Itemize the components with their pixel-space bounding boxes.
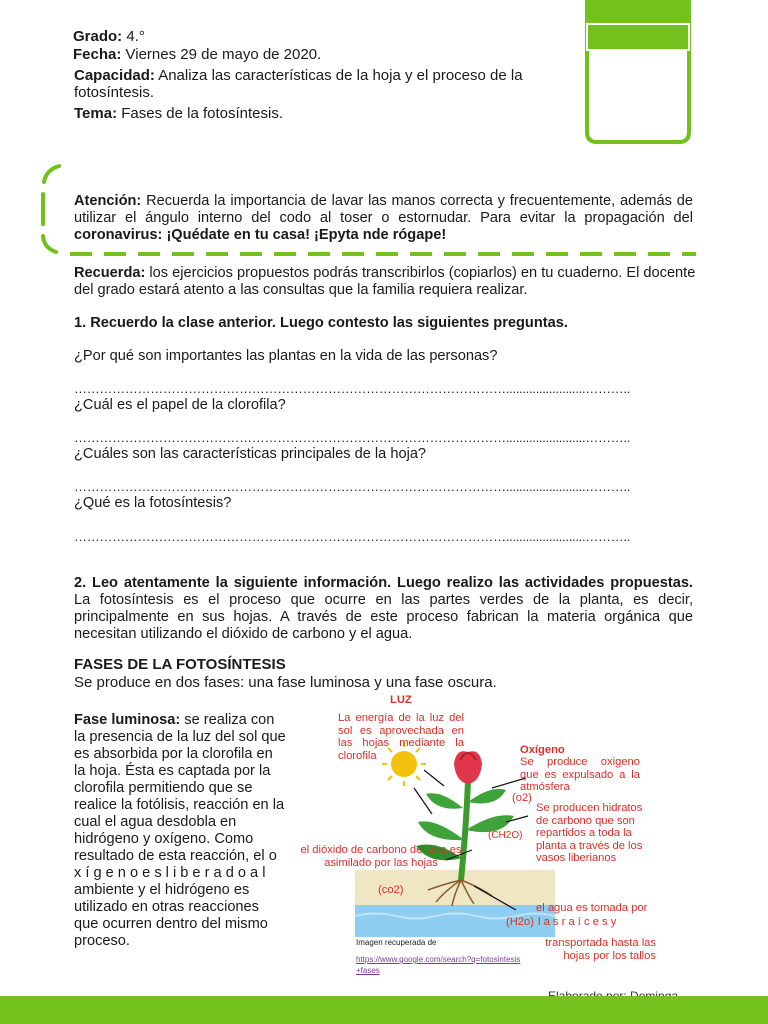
header-grado: Grado: 4.° — [73, 28, 145, 45]
co2-air-description: el dióxido de carbono del aire es asimilado por las hojas — [300, 844, 462, 869]
answer-line-4[interactable]: …………………………………………………………………………………………........................……….. — [74, 529, 631, 544]
co2-label: (co2) — [378, 884, 404, 896]
answer-line-3[interactable]: …………………………………………………………………………………………........................……….. — [74, 479, 631, 494]
ch2o-label: (CH2O) — [488, 830, 523, 841]
image-source-link[interactable]: https://www.google.com/search?q=fotosintesis+fases — [356, 955, 521, 975]
fase-luminosa-text: Fase luminosa: se realiza con la presencia de la luz del sol que es absorbida por la clorofila en la hoja. Ésta es captada por la clorofila permitiendo que se realice la fotólisis, reacción en la cual el agua desdobla en hidrógeno y oxígeno. Como resultado de esta reacción, el o x í g e n o e s l i b e r a d o a l ambiente y el hidrógeno es utilizado en otras reacciones que ocurren dentro del mismo proceso. — [74, 712, 286, 949]
h2o-label: (H2o) — [506, 916, 534, 928]
photosynthesis-diagram — [296, 690, 668, 990]
oxigeno-title: Oxígeno — [520, 744, 565, 756]
fases-heading: FASES DE LA FOTOSÍNTESIS — [74, 656, 286, 673]
hidratos-description: Se producen hidratos de carbono que son repartidos a toda la planta a través de los vasos liberianos — [536, 802, 643, 864]
green-badge — [584, 0, 694, 146]
recuerda-note: Recuerda: los ejercicios propuestos podrás transcribirlos (copiarlos) en tu cuaderno. El docente del grado estará atento a las consultas que la familia requiera realizar. — [74, 265, 696, 298]
agua-description-b: l a s r a í c e s y — [538, 916, 617, 928]
attention-note: Atención: Recuerda la importancia de lavar las manos correcta y frecuentemente, además de utilizar el ángulo interno del codo al toser o estornudar. Para evitar la propagación del coronavirus: ¡Quédate en tu casa! ¡Epyta nde rógape! — [74, 193, 693, 243]
luz-description: La energía de la luz del sol es aprovechada en las hojas mediante la clorofila — [338, 712, 464, 762]
header-tema: Tema: Fases de la fotosíntesis. — [74, 105, 283, 122]
agua-description-a: el agua es tomada por — [536, 902, 648, 914]
question-4: ¿Qué es la fotosíntesis? — [74, 495, 232, 511]
o2-label: (o2) — [512, 792, 532, 804]
fases-intro: Se produce en dos fases: una fase luminosa y una fase oscura. — [74, 674, 497, 691]
question-1: ¿Por qué son importantes las plantas en la vida de las personas? — [74, 348, 498, 364]
section1-title: 1. Recuerdo la clase anterior. Luego contesto las siguientes preguntas. — [74, 315, 568, 331]
image-source-label: Imagen recuperada de — [356, 938, 437, 947]
answer-line-2[interactable]: …………………………………………………………………………………………........................……….. — [74, 430, 631, 445]
oxigeno-description: Se produce oxigeno que es expulsado a la atmósfera — [520, 756, 640, 793]
agua-description-c: transportada hasta las hojas por los tallos — [545, 937, 656, 962]
header-fecha: Fecha: Viernes 29 de mayo de 2020. — [73, 46, 322, 63]
question-2: ¿Cuál es el papel de la clorofila? — [74, 397, 286, 413]
header-capacidad: Capacidad: Analiza las características de la hoja y el proceso de la fotosíntesis. — [74, 67, 523, 101]
answer-line-1[interactable]: …………………………………………………………………………………………........................……….. — [74, 381, 631, 396]
question-3: ¿Cuáles son las características principales de la hoja? — [74, 446, 427, 462]
footer-green-bar — [0, 996, 768, 1024]
section2-paragraph: 2. Leo atentamente la siguiente información. Luego realizo las actividades propuestas. La fotosíntesis es el proceso que ocurre en las partes verdes de la planta, es decir, principalmente en sus hojas. A través de este proceso fabrican la materia orgánica que necesitan utilizando el dióxido de carbono y el agua. — [74, 575, 693, 642]
luz-label: LUZ — [390, 694, 412, 706]
